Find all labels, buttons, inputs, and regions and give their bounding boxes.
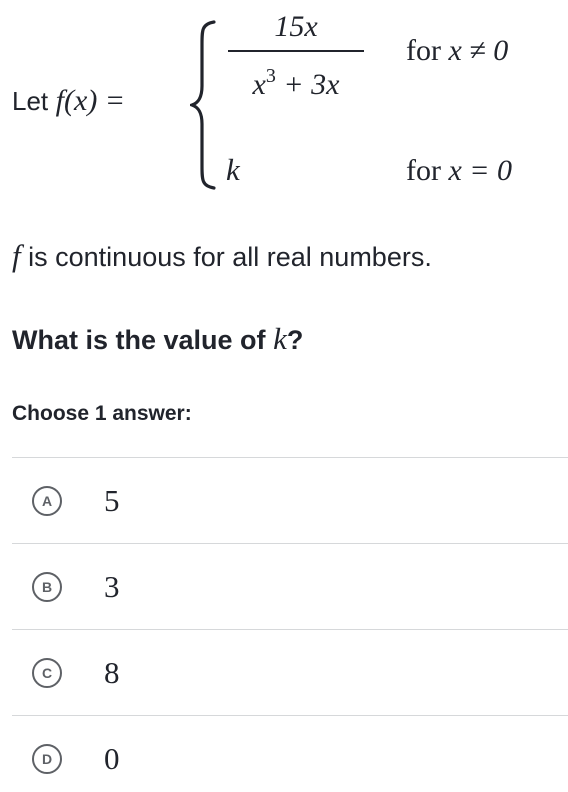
choice-letter-badge: B xyxy=(32,572,62,602)
choice-letter-badge: C xyxy=(32,658,62,688)
function-lhs: f(x) = xyxy=(55,84,126,117)
fraction-denominator xyxy=(228,56,364,101)
definition-lhs xyxy=(12,84,125,118)
choice-letter-badge: D xyxy=(32,744,62,774)
statement-text: is continuous for all real numbers. xyxy=(28,242,432,272)
condition-top-expr: x ≠ 0 xyxy=(448,34,509,67)
condition-top-word: for xyxy=(406,34,441,67)
condition-top xyxy=(406,34,508,68)
piecewise-definition xyxy=(0,0,568,210)
choice-value: 8 xyxy=(104,655,120,690)
question-prompt xyxy=(12,320,303,359)
condition-bottom-expr: x = 0 xyxy=(448,154,513,187)
fraction-bar xyxy=(228,50,364,52)
condition-bottom xyxy=(406,154,512,188)
choose-answer-label: Choose 1 answer: xyxy=(12,402,192,425)
choice-value: 5 xyxy=(104,483,120,518)
statement-function-symbol: f xyxy=(12,238,21,273)
denominator-exponent: 3 xyxy=(265,65,276,87)
denominator-base: x xyxy=(252,68,266,101)
choice-value: 3 xyxy=(104,569,120,604)
question-variable: k xyxy=(273,321,287,356)
choice-value: 0 xyxy=(104,741,120,776)
condition-bottom-word: for xyxy=(406,154,441,187)
choice-letter-badge: A xyxy=(32,486,62,516)
fraction-numerator: 15x xyxy=(274,10,318,43)
let-word: Let xyxy=(12,86,49,116)
question-prefix: What is the value of xyxy=(12,325,266,355)
choice-c[interactable] xyxy=(12,629,568,715)
choice-d[interactable] xyxy=(12,715,568,792)
case-value: k xyxy=(226,152,240,187)
denominator-rest: + 3x xyxy=(283,68,340,101)
continuity-statement xyxy=(12,238,432,275)
left-brace-icon xyxy=(190,20,220,190)
question-suffix: ? xyxy=(286,325,304,355)
choice-b[interactable] xyxy=(12,543,568,629)
fraction xyxy=(228,8,364,101)
choice-a[interactable] xyxy=(12,457,568,543)
answer-choices xyxy=(12,457,568,792)
